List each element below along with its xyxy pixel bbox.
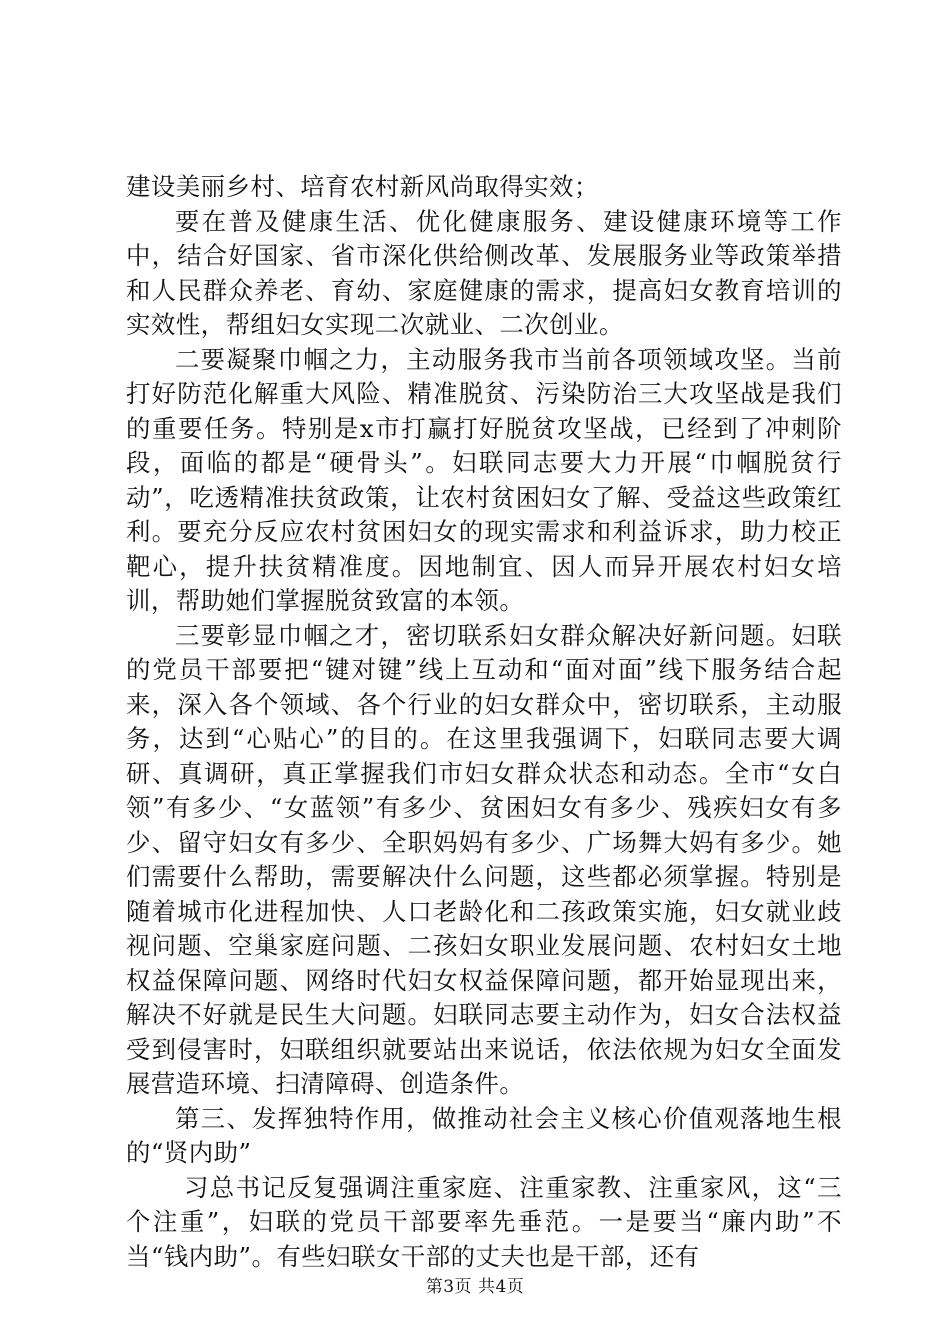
- paragraph-continuation: 建设美丽乡村、培育农村新风尚取得实效；: [126, 172, 599, 201]
- paragraph-new-problems: 三要彰显巾帼之才，密切联系妇女群众解决好新问题。妇联的党员干部要把“键对键”线上互动和“面对面”线下服务结合起来，深入各个领域、各个行业的妇女群众中，密切联系，主动服务，达到“心贴心”的目的。在这里我强调下，妇联同志要大调研、真调研，真正掌握我们市妇女群众状态和动态。全市“女白领”有多少、“女蓝领”有多少、贫困妇女有多少、残疾妇女有多少、留守妇女有多少、全职妈妈有多少、广场舞大妈有多少。她们需要什么帮助，需要解决什么问题，这些都必须掌握。特别是随着城市化进程加快、人口老龄化和二孩政策实施，妇女就业歧视问题、空巢家庭问题、二孩妇女职业发展问题、农村妇女土地权益保障问题、网络时代妇女权益保障问题，都开始显现出来，解决不好就是民生大问题。妇联同志要主动作为，妇女合法权益受到侵害时，妇联组织就要站出来说话，依法依规为妇女全面发展营造环境、扫清障碍、创造条件。: [126, 620, 842, 1098]
- paragraph-health-services: 要在普及健康生活、优化健康服务、建设健康环境等工作中，结合好国家、省市深化供给侧改革、发展服务业等政策举措和人民群众养老、育幼、家庭健康的需求，提高妇女教育培训的实效性，帮组妇女实现二次就业、二次创业。: [126, 206, 842, 339]
- paragraph-family-values: 习总书记反复强调注重家庭、注重家教、注重家风，这“三个注重”，妇联的党员干部要率先垂范。一是要当“廉内助”不当“钱内助”。有些妇联女干部的丈夫也是干部，还有: [126, 1172, 842, 1271]
- page-footer: 第3页 共4页: [425, 1277, 525, 1297]
- document-body: [126, 170, 842, 1274]
- paragraph-poverty-alleviation: 二要凝聚巾帼之力，主动服务我市当前各项领域攻坚。当前打好防范化解重大风险、精准脱贫、污染防治三大攻坚战是我们的重要任务。特别是x市打赢打好脱贫攻坚战，已经到了冲刺阶段，面临的都是“硬骨头”。妇联同志要大力开展“巾帼脱贫行动”，吃透精准扶贫政策，让农村贫困妇女了解、受益这些政策红利。要充分反应农村贫困妇女的现实需求和利益诉求，助力校正靶心，提升扶贫精准度。因地制宜、因人而异开展农村妇女培训，帮助她们掌握脱贫致富的本领。: [126, 344, 842, 615]
- section-heading-third: 第三、发挥独特作用，做推动社会主义核心价值观落地生根的“贤内助”: [126, 1103, 842, 1167]
